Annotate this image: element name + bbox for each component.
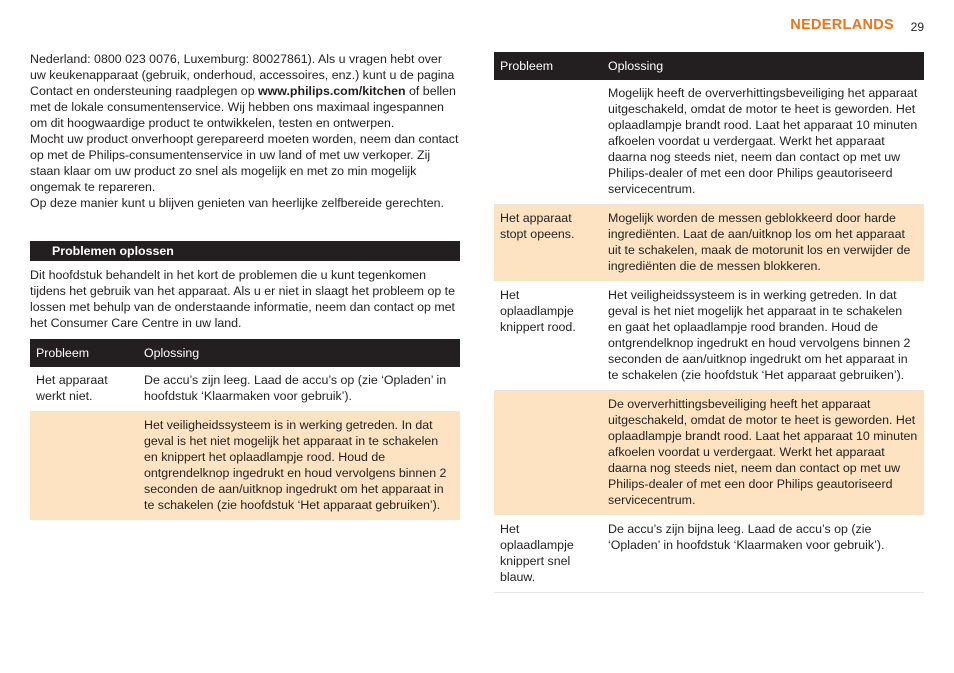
troubleshooting-table-right <box>494 52 924 593</box>
column-header-problem: Probleem <box>494 52 602 80</box>
page-number: 29 <box>910 20 924 34</box>
table-row <box>494 205 924 282</box>
solution-cell: Het veiligheidssysteem is in werking getreden. In dat geval is het niet mogelijk het apparaat in te schakelen en gaat het oplaadlampje rood branden. Houd de ontgrendelknop ingedrukt en houd vervolgens binnen 2 seconden de aan/uitknop ingedrukt om het apparaat in te schakelen (zie hoofdstuk ‘Het apparaat gebruiken’). <box>602 282 924 391</box>
contact-text: Nederland: 0800 023 0076, Luxemburg: 80027861). Als u vragen hebt over uw keukenapparaat (gebruik, onderhoud, accessoires, enz.) kunt u de pagina Contact en ondersteuning raadplegen op <box>30 52 455 98</box>
section-title-bar <box>30 241 460 261</box>
problem-cell <box>494 391 602 516</box>
problem-cell: Het apparaat stopt opeens. <box>494 205 602 282</box>
problem-cell: Het apparaat werkt niet. <box>30 367 138 412</box>
column-header-solution: Oplossing <box>602 52 924 80</box>
closing-paragraph: Op deze manier kunt u blijven genieten van heerlijke zelfbereide gerechten. <box>30 196 444 210</box>
language-heading: NEDERLANDS <box>790 17 894 33</box>
section-title: Problemen oplossen <box>52 244 174 258</box>
problem-cell <box>494 80 602 205</box>
section-intro: Dit hoofdstuk behandelt in het kort de problemen die u kunt tegenkomen tijdens het gebruik van het apparaat. Als u er niet in slaagt het probleem op te lossen met behulp van de onderstaande informatie, neem dan contact op met het Consumer Care Centre in uw land. <box>30 268 455 330</box>
problem-cell: Het oplaadlampje knippert rood. <box>494 282 602 391</box>
table-row <box>30 367 460 412</box>
solution-cell: Het veiligheidssysteem is in werking getreden. In dat geval is het niet mogelijk het apparaat in te schakelen en knippert het oplaadlampje rood. Houd de ontgrendelknop ingedrukt en houd vervolgens binnen 2 seconden de aan/uitknop ingedrukt om het apparaat in te schakelen (zie hoofdstuk ‘Het apparaat gebruiken’). <box>138 412 460 521</box>
repair-paragraph: Mocht uw product onverhoopt gerepareerd moeten worden, neem dan contact op met de Philips-consumentenservice in uw land of met uw verkoper. Zij staan klaar om uw product zo snel als mogelijk en met zo min mogelijk ongemak te repareren. <box>30 132 459 194</box>
table-row <box>494 282 924 391</box>
column-header-solution: Oplossing <box>138 339 460 367</box>
contact-paragraph <box>30 51 460 131</box>
column-header-problem: Probleem <box>30 339 138 367</box>
solution-cell: De accu’s zijn leeg. Laad de accu’s op (zie ‘Opladen’ in hoofdstuk ‘Klaarmaken voor gebruik’). <box>138 367 460 412</box>
table-row <box>494 391 924 516</box>
solution-cell: De oververhittingsbeveiliging heeft het apparaat uitgeschakeld, omdat de motor te heet is geworden. Het oplaadlampje brandt rood. Laat het apparaat 10 minuten afkoelen voordat u verdergaat. Werkt het apparaat daarna nog steeds niet, neem dan contact op met uw Philips-dealer of met een door Philips geautoriseerd servicecentrum. <box>602 391 924 516</box>
troubleshooting-table-left <box>30 339 460 521</box>
solution-cell: Mogelijk worden de messen geblokkeerd door harde ingrediënten. Laat de aan/uitknop los om het apparaat uit te schakelen, maak de motorunit los en verwijder de ingrediënten die de messen blokkeren. <box>602 205 924 282</box>
contact-text-block <box>30 51 460 211</box>
solution-cell: De accu’s zijn bijna leeg. Laad de accu’s op (zie ‘Opladen’ in hoofdstuk ‘Klaarmaken voor gebruik’). <box>602 516 924 593</box>
table-row <box>494 80 924 205</box>
table-row <box>494 516 924 593</box>
website-link[interactable]: www.philips.com/kitchen <box>258 84 406 98</box>
contact-text-continued: of bellen met de lokale consumentenservice. Wij hebben ons maximaal ingespannen om dit hoogwaardige product te ontwikkelen, testen en ontwerpen. <box>30 84 456 130</box>
solution-cell: Mogelijk heeft de oververhittingsbeveiliging het apparaat uitgeschakeld, omdat de motor te heet is geworden. Het oplaadlampje brandt rood. Laat het apparaat 10 minuten afkoelen voordat u verdergaat. Werkt het apparaat daarna nog steeds niet, neem dan contact op met uw Philips-dealer of met een door Philips geautoriseerd servicecentrum. <box>602 80 924 205</box>
table-header-row <box>30 339 460 367</box>
problem-cell <box>30 412 138 521</box>
problem-cell: Het oplaadlampje knippert snel blauw. <box>494 516 602 593</box>
table-row <box>30 412 460 521</box>
table-header-row <box>494 52 924 80</box>
